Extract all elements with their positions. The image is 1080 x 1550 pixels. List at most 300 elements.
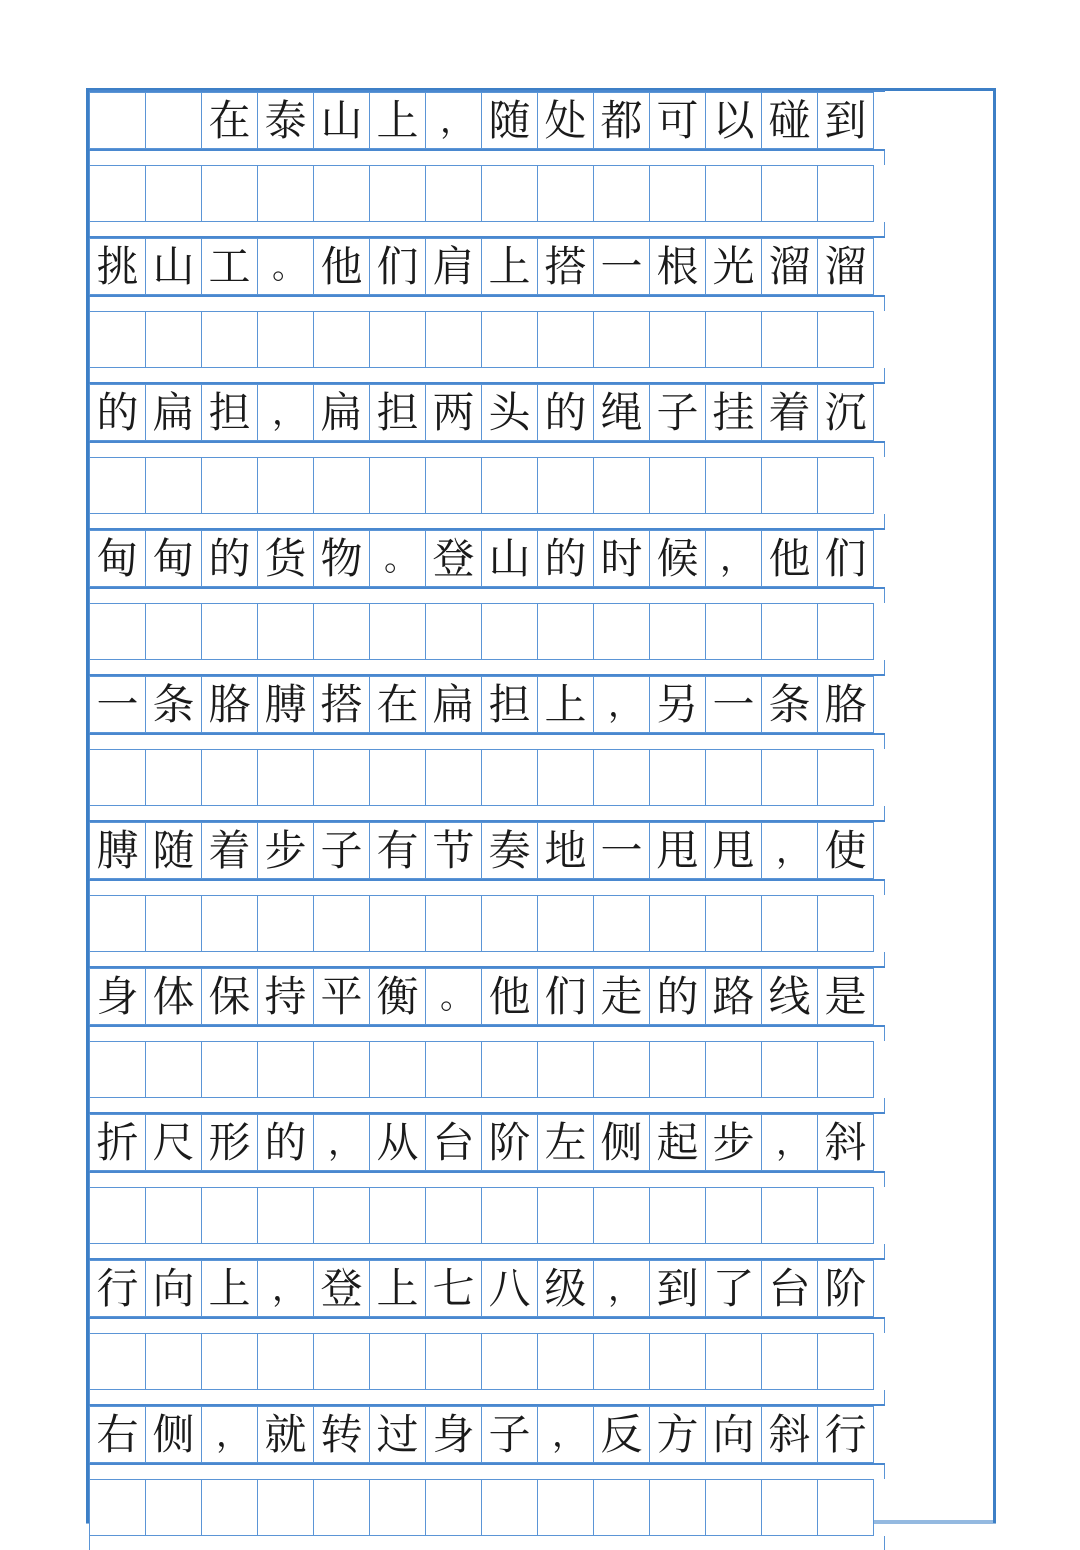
- practice-cell: [537, 1187, 594, 1244]
- practice-cell: [89, 895, 146, 952]
- practice-cell: [537, 1333, 594, 1390]
- practice-cell: [257, 749, 314, 806]
- character-cell: 扁: [313, 384, 370, 441]
- practice-cell: [145, 311, 202, 368]
- practice-cell: [649, 1041, 706, 1098]
- row-gap: [89, 297, 885, 311]
- practice-cell: [537, 1041, 594, 1098]
- practice-cell: [593, 1479, 650, 1536]
- practice-cell: [257, 603, 314, 660]
- practice-cell: [201, 603, 258, 660]
- character-cell: 身: [425, 1406, 482, 1463]
- practice-cell: [481, 1187, 538, 1244]
- character-cell: 一: [593, 822, 650, 879]
- practice-cell: [369, 895, 426, 952]
- character-cell: 物: [313, 530, 370, 587]
- text-line: [89, 382, 885, 443]
- character-cell: 保: [201, 968, 258, 1025]
- practice-cell: [481, 895, 538, 952]
- row-gap: [89, 222, 885, 236]
- character-cell: 台: [425, 1114, 482, 1171]
- row-gap: [89, 589, 885, 603]
- character-cell: 山: [313, 92, 370, 149]
- character-cell: 条: [761, 676, 818, 733]
- practice-cell: [145, 1333, 202, 1390]
- practice-cell: [425, 1041, 482, 1098]
- practice-cell: [201, 1333, 258, 1390]
- character-cell: 以: [705, 92, 762, 149]
- practice-line: [89, 457, 885, 514]
- empty-cell: [89, 92, 146, 149]
- punctuation-cell: ，: [313, 1114, 370, 1171]
- character-cell: 尺: [145, 1114, 202, 1171]
- practice-cell: [481, 165, 538, 222]
- punctuation-cell: ，: [705, 530, 762, 587]
- practice-cell: [201, 1479, 258, 1536]
- character-cell: 侧: [145, 1406, 202, 1463]
- practice-cell: [649, 311, 706, 368]
- practice-cell: [257, 1187, 314, 1244]
- practice-cell: [481, 603, 538, 660]
- practice-line: [89, 1333, 885, 1390]
- character-cell: 体: [145, 968, 202, 1025]
- practice-cell: [201, 1187, 258, 1244]
- practice-cell: [593, 895, 650, 952]
- practice-cell: [537, 165, 594, 222]
- character-cell: 肩: [425, 238, 482, 295]
- practice-cell: [817, 1041, 874, 1098]
- character-cell: 时: [593, 530, 650, 587]
- character-cell: 沉: [817, 384, 874, 441]
- character-cell: 子: [481, 1406, 538, 1463]
- character-cell: 奏: [481, 822, 538, 879]
- character-cell: 台: [761, 1260, 818, 1317]
- practice-cell: [145, 457, 202, 514]
- character-cell: 候: [649, 530, 706, 587]
- character-cell: 子: [313, 822, 370, 879]
- practice-cell: [89, 457, 146, 514]
- practice-cell: [369, 1333, 426, 1390]
- practice-cell: [705, 895, 762, 952]
- practice-cell: [425, 1479, 482, 1536]
- character-cell: 胳: [817, 676, 874, 733]
- row-gap: [89, 1027, 885, 1041]
- practice-cell: [425, 603, 482, 660]
- practice-cell: [313, 457, 370, 514]
- practice-cell: [425, 1333, 482, 1390]
- character-cell: 斜: [761, 1406, 818, 1463]
- practice-cell: [817, 603, 874, 660]
- row-gap: [89, 660, 885, 674]
- practice-line: [89, 1187, 885, 1244]
- punctuation-cell: ，: [593, 676, 650, 733]
- practice-cell: [649, 749, 706, 806]
- practice-cell: [593, 311, 650, 368]
- practice-cell: [313, 895, 370, 952]
- practice-cell: [649, 165, 706, 222]
- practice-cell: [481, 1041, 538, 1098]
- practice-cell: [257, 1041, 314, 1098]
- practice-cell: [369, 165, 426, 222]
- punctuation-cell: ，: [257, 1260, 314, 1317]
- character-cell: 到: [817, 92, 874, 149]
- punctuation-cell: ，: [593, 1260, 650, 1317]
- character-cell: 担: [201, 384, 258, 441]
- practice-cell: [761, 1479, 818, 1536]
- practice-cell: [761, 1187, 818, 1244]
- practice-cell: [593, 749, 650, 806]
- practice-cell: [313, 1041, 370, 1098]
- practice-cell: [537, 311, 594, 368]
- character-cell: 扁: [145, 384, 202, 441]
- character-cell: 他: [313, 238, 370, 295]
- practice-cell: [537, 457, 594, 514]
- character-cell: 八: [481, 1260, 538, 1317]
- practice-cell: [481, 311, 538, 368]
- character-cell: 一: [593, 238, 650, 295]
- practice-cell: [145, 165, 202, 222]
- practice-cell: [369, 457, 426, 514]
- text-line: [89, 1404, 885, 1465]
- practice-cell: [481, 1333, 538, 1390]
- row-gap: [89, 1098, 885, 1112]
- character-cell: 处: [537, 92, 594, 149]
- character-cell: 七: [425, 1260, 482, 1317]
- practice-cell: [705, 749, 762, 806]
- practice-cell: [817, 1479, 874, 1536]
- practice-line: [89, 1479, 885, 1536]
- character-cell: 身: [89, 968, 146, 1025]
- character-cell: 碰: [761, 92, 818, 149]
- character-cell: 节: [425, 822, 482, 879]
- character-cell: 山: [145, 238, 202, 295]
- character-cell: 阶: [817, 1260, 874, 1317]
- practice-cell: [257, 311, 314, 368]
- practice-cell: [369, 1187, 426, 1244]
- character-cell: 们: [537, 968, 594, 1025]
- practice-line: [89, 1041, 885, 1098]
- practice-cell: [649, 1479, 706, 1536]
- practice-line: [89, 895, 885, 952]
- punctuation-cell: ，: [257, 384, 314, 441]
- practice-cell: [89, 1333, 146, 1390]
- practice-cell: [89, 749, 146, 806]
- practice-cell: [145, 1041, 202, 1098]
- character-cell: 就: [257, 1406, 314, 1463]
- practice-cell: [425, 895, 482, 952]
- practice-cell: [481, 457, 538, 514]
- practice-cell: [705, 165, 762, 222]
- row-gap: [89, 1244, 885, 1258]
- practice-cell: [313, 749, 370, 806]
- practice-cell: [761, 1333, 818, 1390]
- character-cell: 在: [369, 676, 426, 733]
- character-cell: 上: [201, 1260, 258, 1317]
- character-cell: 地: [537, 822, 594, 879]
- character-cell: 的: [201, 530, 258, 587]
- row-gap: [89, 1390, 885, 1404]
- practice-cell: [761, 311, 818, 368]
- row-gap: [89, 514, 885, 528]
- character-cell: 行: [89, 1260, 146, 1317]
- character-cell: 路: [705, 968, 762, 1025]
- character-cell: 过: [369, 1406, 426, 1463]
- practice-cell: [313, 1479, 370, 1536]
- punctuation-cell: 。: [369, 530, 426, 587]
- character-cell: 向: [705, 1406, 762, 1463]
- character-cell: 搭: [537, 238, 594, 295]
- character-cell: 一: [705, 676, 762, 733]
- character-cell: 起: [649, 1114, 706, 1171]
- practice-cell: [817, 1187, 874, 1244]
- practice-cell: [425, 457, 482, 514]
- practice-cell: [145, 603, 202, 660]
- practice-cell: [425, 311, 482, 368]
- practice-cell: [313, 165, 370, 222]
- practice-cell: [593, 1187, 650, 1244]
- character-cell: 是: [817, 968, 874, 1025]
- character-cell: 泰: [257, 92, 314, 149]
- character-cell: 都: [593, 92, 650, 149]
- character-cell: 上: [369, 92, 426, 149]
- practice-cell: [201, 749, 258, 806]
- character-cell: 条: [145, 676, 202, 733]
- text-line: [89, 1112, 885, 1173]
- character-cell: 衡: [369, 968, 426, 1025]
- character-cell: 挑: [89, 238, 146, 295]
- character-cell: 担: [369, 384, 426, 441]
- practice-cell: [761, 165, 818, 222]
- punctuation-cell: ，: [201, 1406, 258, 1463]
- practice-cell: [481, 1479, 538, 1536]
- practice-cell: [145, 1187, 202, 1244]
- practice-cell: [89, 165, 146, 222]
- practice-cell: [313, 1187, 370, 1244]
- character-cell: 们: [369, 238, 426, 295]
- row-gap: [89, 1536, 885, 1550]
- character-cell: 另: [649, 676, 706, 733]
- character-cell: 侧: [593, 1114, 650, 1171]
- practice-cell: [145, 1479, 202, 1536]
- practice-cell: [593, 1041, 650, 1098]
- character-cell: 登: [425, 530, 482, 587]
- character-cell: 随: [481, 92, 538, 149]
- punctuation-cell: ，: [537, 1406, 594, 1463]
- character-cell: 挂: [705, 384, 762, 441]
- character-cell: 一: [89, 676, 146, 733]
- character-cell: 到: [649, 1260, 706, 1317]
- row-gap: [89, 881, 885, 895]
- character-cell: 在: [201, 92, 258, 149]
- punctuation-cell: ，: [425, 92, 482, 149]
- text-line: [89, 1258, 885, 1319]
- character-cell: 甸: [89, 530, 146, 587]
- character-cell: 扁: [425, 676, 482, 733]
- row-gap: [89, 1465, 885, 1479]
- practice-line: [89, 749, 885, 806]
- practice-cell: [705, 1187, 762, 1244]
- practice-cell: [425, 1187, 482, 1244]
- practice-line: [89, 603, 885, 660]
- practice-cell: [257, 165, 314, 222]
- practice-cell: [145, 749, 202, 806]
- practice-cell: [481, 749, 538, 806]
- character-cell: 绳: [593, 384, 650, 441]
- practice-cell: [257, 895, 314, 952]
- text-line: [89, 236, 885, 297]
- character-cell: 行: [817, 1406, 874, 1463]
- practice-cell: [761, 895, 818, 952]
- practice-cell: [201, 1041, 258, 1098]
- row-gap: [89, 735, 885, 749]
- practice-cell: [89, 1479, 146, 1536]
- practice-cell: [425, 749, 482, 806]
- character-cell: 甸: [145, 530, 202, 587]
- practice-cell: [201, 165, 258, 222]
- character-cell: 的: [537, 530, 594, 587]
- character-cell: 他: [761, 530, 818, 587]
- character-cell: 根: [649, 238, 706, 295]
- character-cell: 线: [761, 968, 818, 1025]
- practice-cell: [369, 1041, 426, 1098]
- row-gap: [89, 151, 885, 165]
- character-cell: 右: [89, 1406, 146, 1463]
- character-cell: 货: [257, 530, 314, 587]
- character-cell: 们: [817, 530, 874, 587]
- character-cell: 的: [537, 384, 594, 441]
- practice-cell: [705, 1479, 762, 1536]
- character-cell: 步: [257, 822, 314, 879]
- character-cell: 两: [425, 384, 482, 441]
- practice-cell: [89, 603, 146, 660]
- practice-cell: [537, 895, 594, 952]
- practice-cell: [761, 603, 818, 660]
- character-cell: 随: [145, 822, 202, 879]
- row-gap: [89, 443, 885, 457]
- practice-cell: [313, 1333, 370, 1390]
- character-cell: 使: [817, 822, 874, 879]
- practice-cell: [313, 603, 370, 660]
- text-line: [89, 820, 885, 881]
- text-line: [89, 528, 885, 589]
- punctuation-cell: 。: [257, 238, 314, 295]
- character-cell: 光: [705, 238, 762, 295]
- punctuation-cell: 。: [425, 968, 482, 1025]
- character-cell: 从: [369, 1114, 426, 1171]
- character-cell: 持: [257, 968, 314, 1025]
- practice-cell: [705, 311, 762, 368]
- practice-cell: [761, 1041, 818, 1098]
- practice-cell: [201, 311, 258, 368]
- practice-cell: [89, 311, 146, 368]
- character-cell: 折: [89, 1114, 146, 1171]
- practice-cell: [761, 457, 818, 514]
- character-cell: 步: [705, 1114, 762, 1171]
- practice-cell: [145, 895, 202, 952]
- character-cell: 斜: [817, 1114, 874, 1171]
- practice-cell: [369, 749, 426, 806]
- practice-cell: [369, 311, 426, 368]
- character-cell: 上: [481, 238, 538, 295]
- character-cell: 有: [369, 822, 426, 879]
- practice-cell: [257, 1479, 314, 1536]
- character-cell: 膊: [89, 822, 146, 879]
- character-cell: 溜: [761, 238, 818, 295]
- practice-cell: [817, 165, 874, 222]
- character-cell: 平: [313, 968, 370, 1025]
- practice-cell: [817, 749, 874, 806]
- practice-cell: [537, 1479, 594, 1536]
- character-cell: 着: [201, 822, 258, 879]
- character-cell: 的: [649, 968, 706, 1025]
- practice-cell: [369, 1479, 426, 1536]
- character-cell: 搭: [313, 676, 370, 733]
- character-cell: 级: [537, 1260, 594, 1317]
- character-cell: 反: [593, 1406, 650, 1463]
- character-cell: 形: [201, 1114, 258, 1171]
- practice-cell: [593, 457, 650, 514]
- character-cell: 方: [649, 1406, 706, 1463]
- practice-cell: [89, 1187, 146, 1244]
- practice-cell: [201, 895, 258, 952]
- practice-cell: [89, 1041, 146, 1098]
- character-cell: 甩: [705, 822, 762, 879]
- character-cell: 向: [145, 1260, 202, 1317]
- practice-cell: [649, 603, 706, 660]
- practice-cell: [313, 311, 370, 368]
- practice-cell: [537, 603, 594, 660]
- practice-line: [89, 311, 885, 368]
- text-line: [89, 90, 885, 151]
- practice-cell: [369, 603, 426, 660]
- practice-cell: [201, 457, 258, 514]
- character-cell: 的: [89, 384, 146, 441]
- row-gap: [89, 368, 885, 382]
- character-cell: 左: [537, 1114, 594, 1171]
- practice-cell: [817, 1333, 874, 1390]
- practice-line: [89, 165, 885, 222]
- character-cell: 着: [761, 384, 818, 441]
- text-line: [89, 966, 885, 1027]
- practice-cell: [761, 749, 818, 806]
- practice-cell: [705, 457, 762, 514]
- character-cell: 甩: [649, 822, 706, 879]
- punctuation-cell: ，: [761, 1114, 818, 1171]
- character-cell: 上: [537, 676, 594, 733]
- practice-cell: [817, 457, 874, 514]
- practice-cell: [649, 457, 706, 514]
- empty-cell: [145, 92, 202, 149]
- practice-cell: [649, 895, 706, 952]
- practice-cell: [593, 1333, 650, 1390]
- character-cell: 胳: [201, 676, 258, 733]
- character-cell: 子: [649, 384, 706, 441]
- character-cell: 转: [313, 1406, 370, 1463]
- character-cell: 可: [649, 92, 706, 149]
- practice-cell: [257, 1333, 314, 1390]
- text-line: [89, 674, 885, 735]
- character-cell: 头: [481, 384, 538, 441]
- practice-cell: [705, 603, 762, 660]
- practice-cell: [425, 165, 482, 222]
- character-cell: 溜: [817, 238, 874, 295]
- practice-cell: [817, 311, 874, 368]
- character-cell: 阶: [481, 1114, 538, 1171]
- character-cell: 上: [369, 1260, 426, 1317]
- row-gap: [89, 1319, 885, 1333]
- character-cell: 山: [481, 530, 538, 587]
- practice-cell: [537, 749, 594, 806]
